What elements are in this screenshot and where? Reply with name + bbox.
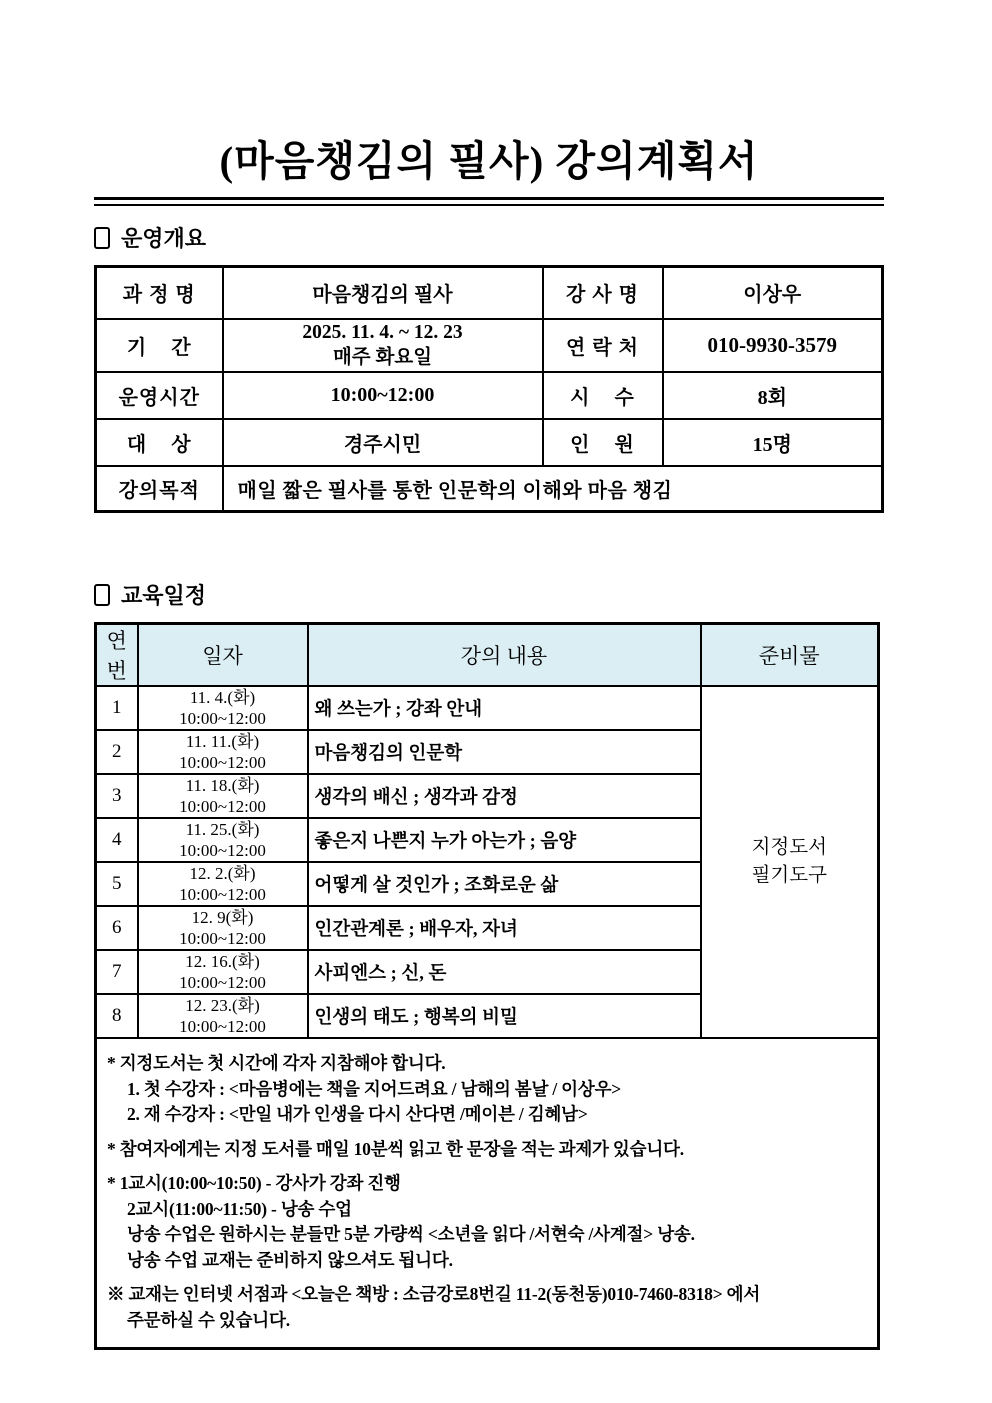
- note-line: 2. 재 수강자 : <만일 내가 인생을 다시 산다면 /메이븐 / 김혜남>: [127, 1104, 588, 1124]
- notes-cell: [96, 1038, 879, 1349]
- session-date: [138, 994, 308, 1038]
- square-bullet-icon: [94, 584, 110, 606]
- course-goal-label: 강의목적: [96, 466, 223, 512]
- session-count-value: 8회: [663, 372, 883, 419]
- materials-line: 필기도구: [751, 865, 827, 886]
- time-line: 10:00~12:00: [179, 841, 266, 860]
- materials-cell: [701, 686, 879, 1038]
- overview-heading-label: 운영개요: [121, 226, 207, 251]
- period-value: [223, 319, 543, 372]
- note-group-books: [107, 1051, 867, 1128]
- course-goal-value: 매일 짧은 필사를 통한 인문학의 이해와 마음 챙김: [223, 466, 883, 512]
- note-line: 1. 첫 수강자 : <마음병에는 책을 지어드려요 / 남해의 봄날 / 이상우>: [127, 1078, 622, 1099]
- contact-value: 010-9930-3579: [663, 319, 883, 372]
- session-no: 2: [96, 730, 138, 774]
- date-line: 11. 11.(화): [185, 732, 260, 751]
- table-row: [96, 372, 883, 419]
- overview-table: [94, 265, 884, 513]
- section-heading-overview: [94, 222, 884, 253]
- header-materials: 준비물: [701, 624, 879, 687]
- session-date: [138, 818, 308, 862]
- session-no: 6: [96, 906, 138, 950]
- session-date: [138, 730, 308, 774]
- session-count-label: 시 수: [543, 372, 663, 419]
- session-no: 7: [96, 950, 138, 994]
- time-line: 10:00~12:00: [179, 1017, 266, 1036]
- period-label: 기 간: [96, 319, 223, 372]
- date-line: 11. 4.(화): [189, 688, 256, 707]
- period-dates: 2025. 11. 4. ~ 12. 23: [302, 322, 463, 343]
- schedule-table: [94, 622, 880, 1350]
- session-no: 4: [96, 818, 138, 862]
- time-line: 10:00~12:00: [179, 709, 266, 728]
- note-group-homework: [107, 1137, 867, 1163]
- date-line: 12. 9(화): [191, 908, 254, 927]
- note-group-bookstore: [107, 1282, 867, 1333]
- time-line: 10:00~12:00: [179, 753, 266, 772]
- session-no: 8: [96, 994, 138, 1038]
- note-line: 낭송 수업은 원하시는 분들만 5분 가량씩 <소년을 읽다 /서현숙 /사계절> 낭송.: [127, 1224, 695, 1244]
- session-date: [138, 774, 308, 818]
- page-title: (마음챙김의 필사) 강의계획서: [219, 138, 759, 184]
- table-row: [96, 319, 883, 372]
- session-date: [138, 862, 308, 906]
- session-content: 인생의 태도 ; 행복의 비밀: [308, 994, 701, 1038]
- time-line: 10:00~12:00: [179, 973, 266, 992]
- session-no: 3: [96, 774, 138, 818]
- session-content: 사피엔스 ; 신, 돈: [308, 950, 701, 994]
- session-content: 마음챙김의 인문학: [308, 730, 701, 774]
- note-group-class-structure: [107, 1171, 867, 1273]
- time-line: 10:00~12:00: [179, 929, 266, 948]
- session-content: 왜 쓰는가 ; 강좌 안내: [308, 686, 701, 730]
- date-line: 11. 18.(화): [185, 776, 260, 795]
- session-date: [138, 950, 308, 994]
- square-bullet-icon: [94, 227, 110, 249]
- date-line: 12. 23.(화): [185, 996, 260, 1015]
- note-line: * 참여자에게는 지정 도서를 매일 10분씩 읽고 한 문장을 적는 과제가 있습니다.: [107, 1138, 684, 1159]
- time-line: 10:00~12:00: [179, 797, 266, 816]
- session-no: 1: [96, 686, 138, 730]
- notes-row: [96, 1038, 879, 1349]
- instructor-value: 이상우: [663, 267, 883, 319]
- capacity-value: 15명: [663, 419, 883, 466]
- date-line: 12. 2.(화): [189, 864, 256, 883]
- target-value: 경주시민: [223, 419, 543, 466]
- document-content: [94, 0, 884, 1350]
- date-line: 11. 25.(화): [185, 820, 260, 839]
- header-content: 강의 내용: [308, 624, 701, 687]
- operating-hours-value: 10:00~12:00: [223, 372, 543, 419]
- note-line: * 1교시(10:00~10:50) - 강사가 강좌 진행: [107, 1173, 401, 1193]
- period-weekday: 매주 화요일: [332, 347, 433, 368]
- note-line: * 지정도서는 첫 시간에 각자 지참해야 합니다.: [107, 1053, 446, 1073]
- session-content: 어떻게 살 것인가 ; 조화로운 삶: [308, 862, 701, 906]
- section-heading-schedule: [94, 579, 884, 610]
- note-line: 2교시(11:00~11:50) - 낭송 수업: [127, 1198, 352, 1219]
- table-row: [96, 466, 883, 512]
- contact-label: 연 락 처: [543, 319, 663, 372]
- header-date: 일자: [138, 624, 308, 687]
- date-line: 12. 16.(화): [185, 952, 260, 971]
- operating-hours-label: 운영시간: [96, 372, 223, 419]
- materials-line: 지정도서: [751, 837, 827, 858]
- schedule-header-row: [96, 624, 879, 687]
- session-date: [138, 906, 308, 950]
- target-label: 대 상: [96, 419, 223, 466]
- header-no: 연번: [96, 624, 138, 687]
- session-content: 인간관계론 ; 배우자, 자녀: [308, 906, 701, 950]
- note-line: 낭송 수업 교재는 준비하지 않으셔도 됩니다.: [127, 1249, 453, 1270]
- session-content: 생각의 배신 ; 생각과 감정: [308, 774, 701, 818]
- schedule-heading-label: 교육일정: [121, 583, 207, 608]
- table-row: [96, 267, 883, 319]
- instructor-label: 강 사 명: [543, 267, 663, 319]
- table-row: [96, 419, 883, 466]
- course-name-value: 마음챙김의 필사: [223, 267, 543, 319]
- session-content: 좋은지 나쁜지 누가 아는가 ; 음양: [308, 818, 701, 862]
- session-date: [138, 686, 308, 730]
- session-no: 5: [96, 862, 138, 906]
- note-line: ※ 교재는 인터넷 서점과 <오늘은 책방 : 소금강로8번길 11-2(동천동)010-7460-8318> 에서: [107, 1284, 761, 1304]
- schedule-row: [96, 686, 879, 730]
- note-line: 주문하실 수 있습니다.: [127, 1309, 290, 1330]
- title-double-rule: [94, 197, 884, 206]
- time-line: 10:00~12:00: [179, 885, 266, 904]
- course-name-label: 과 정 명: [96, 267, 223, 319]
- capacity-label: 인 원: [543, 419, 663, 466]
